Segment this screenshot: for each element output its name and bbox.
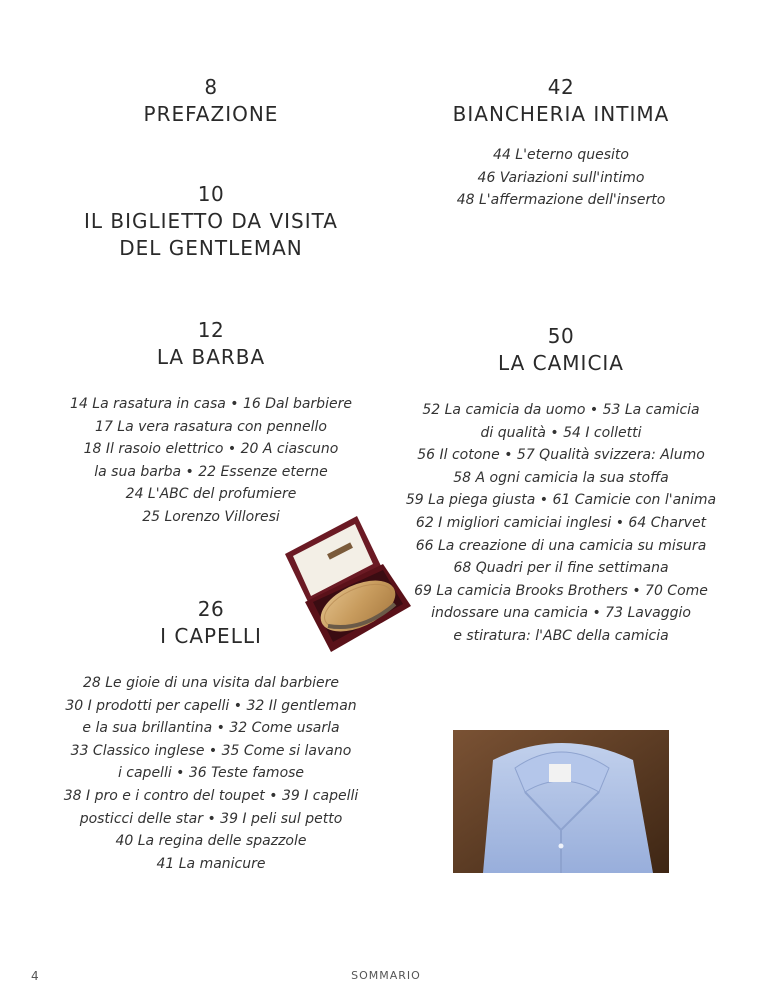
section-title: I CAPELLI xyxy=(160,624,262,648)
section-page-number: 10 xyxy=(197,182,225,206)
toc-entry: 59 La piega giusta • 61 Camicie con l'anima xyxy=(405,492,717,509)
toc-entry: 62 I migliori camiciai inglesi • 64 Charvet xyxy=(415,514,707,531)
shirt-tag xyxy=(549,764,571,782)
section-camicia-entries xyxy=(350,399,772,648)
toc-entry: e stiratura: l'ABC della camicia xyxy=(453,627,669,644)
toc-entry: indossare una camicia • 73 Lavaggio xyxy=(431,605,691,622)
toc-entry: 33 Classico inglese • 35 Come si lavano xyxy=(70,742,352,759)
toc-entry: 44 L'eterno quesito xyxy=(493,147,629,163)
section-title-line-1: IL BIGLIETTO DA VISITA xyxy=(84,209,338,233)
toc-entry: 38 I pro e i contro del toupet • 39 I capelli xyxy=(63,787,359,804)
section-page-number: 42 xyxy=(547,75,575,99)
section-biancheria xyxy=(350,74,772,128)
toc-entry: posticci delle star • 39 I peli sul petto xyxy=(79,810,343,827)
toc-entry: 41 La manicure xyxy=(156,855,266,872)
toc-entry: 17 La vera rasatura con pennello xyxy=(95,418,327,435)
section-page-number: 50 xyxy=(547,324,575,348)
toc-entry: 52 La camicia da uomo • 53 La camicia xyxy=(422,402,700,418)
section-page-number: 8 xyxy=(204,75,218,99)
toc-entry: 40 La regina delle spazzole xyxy=(115,833,307,850)
toc-entry: 18 Il rasoio elettrico • 20 A ciascuno xyxy=(83,441,339,458)
shirt-button xyxy=(559,844,564,849)
toc-entry: 30 I prodotti per capelli • 32 Il gentleman xyxy=(65,697,357,714)
toc-entry: 46 Variazioni sull'intimo xyxy=(477,169,645,186)
toc-entry: 48 L'affermazione dell'inserto xyxy=(456,192,666,209)
toc-entry: 28 Le gioie di una visita dal barbiere xyxy=(82,675,340,691)
toc-entry: e la sua brillantina • 32 Come usarla xyxy=(82,720,340,737)
toc-entry: 56 Il cotone • 57 Qualità svizzera: Alumo xyxy=(417,447,705,464)
toc-entry: 24 L'ABC del profumiere xyxy=(125,486,297,503)
brush-box-image xyxy=(283,514,413,654)
toc-entry: 68 Quadri per il fine settimana xyxy=(453,560,669,577)
toc-entry: 14 La rasatura in casa • 16 Dal barbiere xyxy=(70,396,352,412)
toc-entry: i capelli • 36 Teste famose xyxy=(117,765,305,782)
shirt-image xyxy=(453,730,669,873)
toc-entry: 69 La camicia Brooks Brothers • 70 Come xyxy=(414,582,708,599)
section-title: LA CAMICIA xyxy=(498,351,624,375)
section-title: LA BARBA xyxy=(156,345,266,369)
section-biancheria-entries xyxy=(350,144,772,212)
footer-section-title: SOMMARIO xyxy=(351,969,421,982)
section-camicia xyxy=(350,323,772,377)
section-title: PREFAZIONE xyxy=(143,102,279,126)
toc-entry: 58 A ogni camicia la sua stoffa xyxy=(453,469,669,486)
footer-page-number: 4 xyxy=(31,969,39,983)
toc-entry: di qualità • 54 I colletti xyxy=(480,424,642,441)
section-capelli-entries xyxy=(0,672,422,875)
section-title: BIANCHERIA INTIMA xyxy=(452,102,670,126)
section-title-line-2: DEL GENTLEMAN xyxy=(119,236,303,260)
toc-entry: la sua barba • 22 Essenze eterne xyxy=(94,463,328,480)
toc-entry: 66 La creazione di una camicia su misura xyxy=(415,537,707,554)
section-page-number: 26 xyxy=(197,597,225,621)
toc-entry: 25 Lorenzo Villoresi xyxy=(142,508,280,525)
section-page-number: 12 xyxy=(197,318,225,342)
